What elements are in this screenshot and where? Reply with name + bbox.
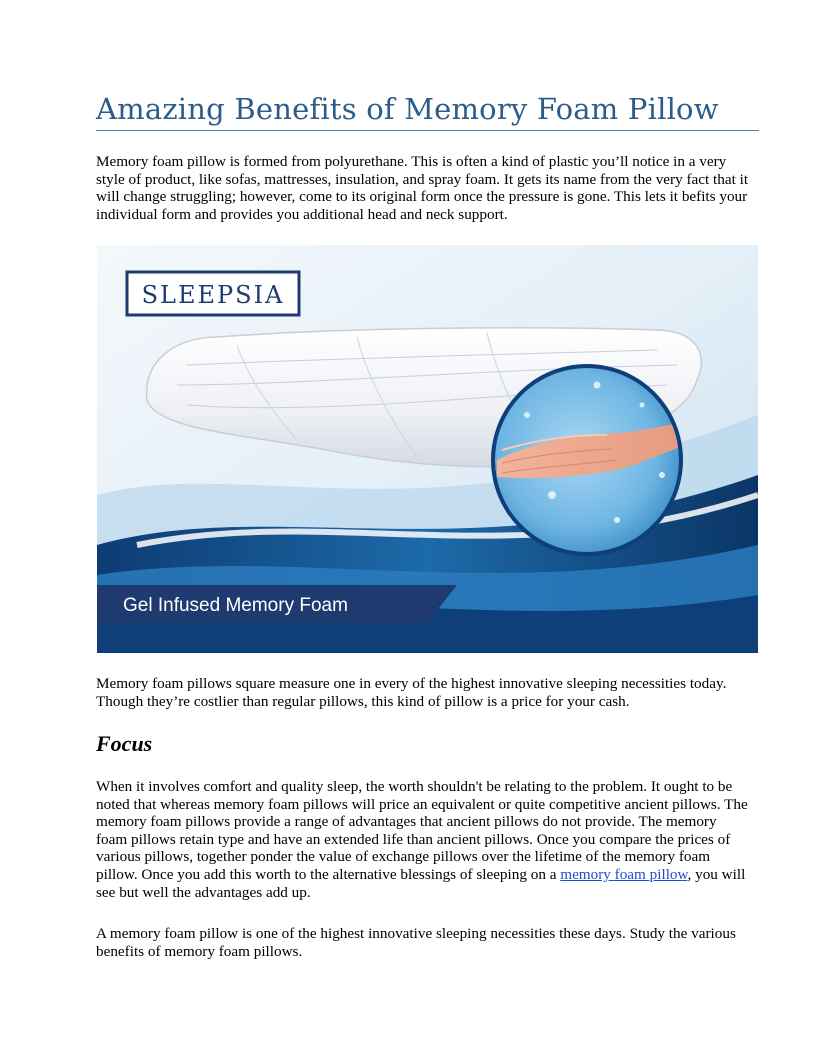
focus-paragraph-text: When it involves comfort and quality sleep, the worth shouldn't be relating to the problem. It ought to be noted that whereas memory foam pillows will price an equivalent or quite competitive ancient pillows. The memory foam pillows provide a range of advantages that ancient pillows do not provide. The memory foam pillows retain type and have an extended life than ancient pillows. Once you compare the prices of various pillows, together ponder the value of exchange pillows over the lifetime of the memory foam pillow. Once you add this worth to the alternative blessings of sleeping on a bbox=[96, 778, 748, 883]
sleepsia-logo bbox=[127, 272, 299, 315]
hero-image bbox=[97, 245, 758, 653]
focus-paragraph bbox=[96, 778, 751, 901]
innovative-paragraph: Memory foam pillows square measure one in every of the highest innovative sleeping necessities today. Though they’re costlier than regular pillows, this kind of pillow is a price for your cash. bbox=[96, 675, 727, 710]
banner-text: Gel Infused Memory Foam bbox=[123, 595, 348, 616]
title-underline-rule bbox=[96, 130, 759, 131]
focus-heading: Focus bbox=[96, 731, 153, 756]
product-banner bbox=[97, 585, 457, 623]
intro-paragraph: Memory foam pillow is formed from polyurethane. This is often a kind of plastic you’ll notice in a very style of product, like sofas, mattresses, insulation, and spray foam. It gets its name from the very fact that it will change struggling; however, come to its original form once the pressure is gone. This lets it befits your individual form and provides you additional head and neck support. bbox=[96, 153, 749, 223]
brand-name: SLEEPSIA bbox=[141, 281, 285, 309]
page-title: Amazing Benefits of Memory Foam Pillow bbox=[96, 92, 719, 126]
closing-paragraph: A memory foam pillow is one of the highest innovative sleeping necessities these days. Study the various benefits of memory foam pillows. bbox=[96, 925, 736, 960]
focus-paragraph-tail: , you will see but well the advantages add up. bbox=[96, 865, 746, 901]
memory-foam-pillow-link[interactable]: memory foam pillow bbox=[560, 865, 688, 883]
